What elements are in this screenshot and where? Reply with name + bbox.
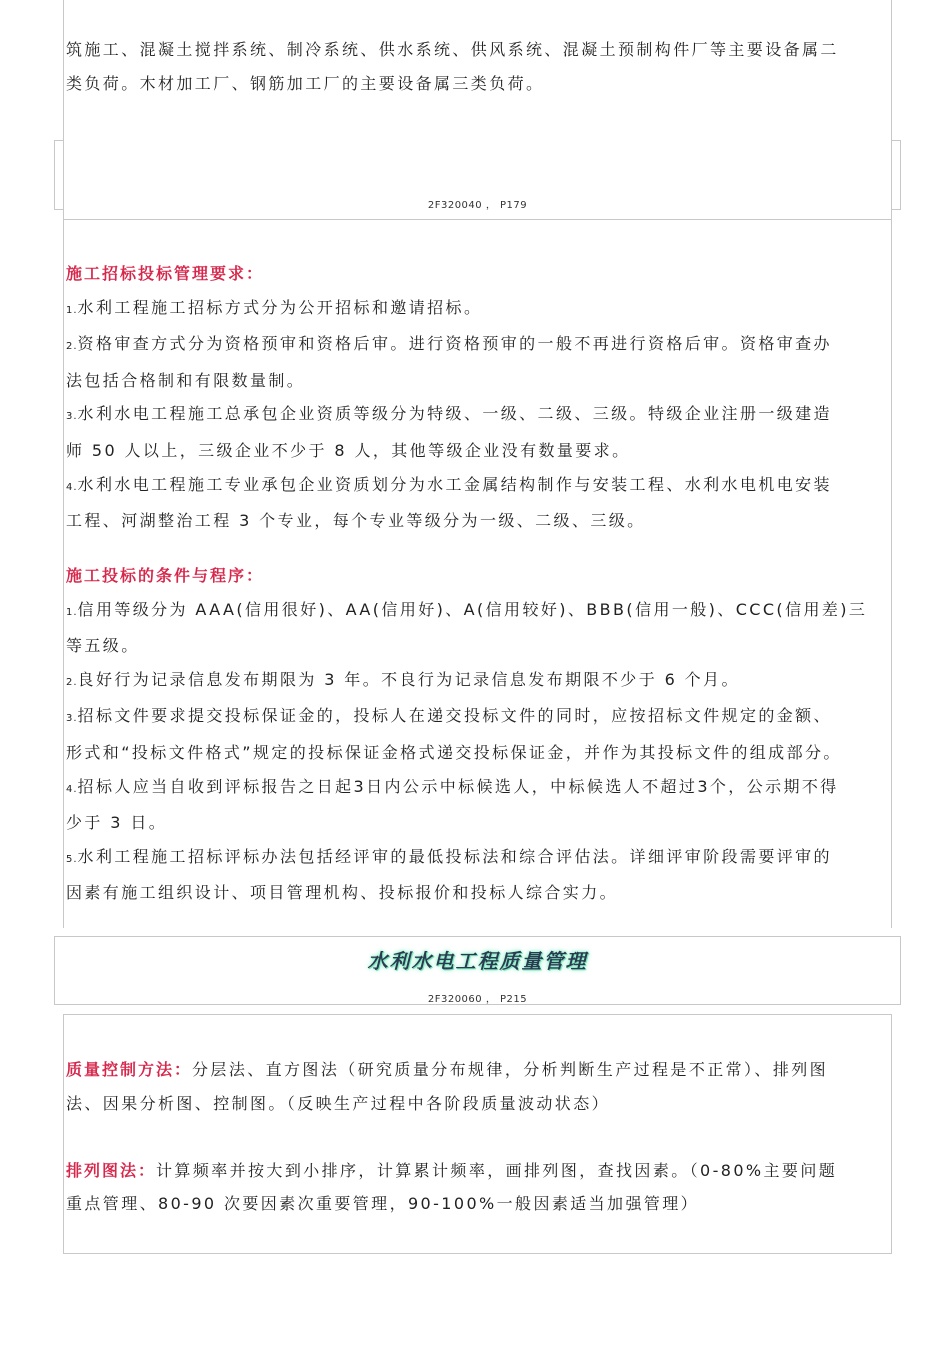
- list-item-line: [66, 434, 890, 468]
- list-item-text: 等五级。: [66, 636, 140, 656]
- list-item-line: [66, 468, 890, 505]
- list-item-number: 1.: [66, 304, 78, 316]
- pareto-heading: 排列图法：: [66, 1160, 157, 1180]
- list-item-text: 因素有施工组织设计、项目管理机构、投标报价和投标人综合实力。: [66, 883, 619, 903]
- list-item-line: [66, 397, 890, 434]
- list-item-line: [66, 364, 890, 398]
- bidding-conditions-section: [66, 559, 890, 910]
- section-header-box-2: [54, 936, 901, 1005]
- list-item-text: 法包括合格制和有限数量制。: [66, 370, 306, 390]
- list-item-number: 3.: [66, 713, 78, 725]
- pareto-text-line2: 重点管理、80-90 次要因素次重要管理，90-100%一般因素适当加强管理）: [66, 1194, 700, 1214]
- bidding-conditions-heading: 施工投标的条件与程序：: [66, 566, 265, 585]
- bidding-management-section: [66, 257, 890, 538]
- list-item-line: [66, 840, 890, 877]
- pareto-text-line1: 计算频率并按大到小排序，计算累计频率，画排列图，查找因素。（0-80%主要问题: [156, 1160, 838, 1180]
- list-item-text: 水利水电工程施工总承包企业资质等级分为特级、一级、二级、三级。特级企业注册一级建造: [77, 404, 832, 424]
- list-item-text: 水利工程施工招标方式分为公开招标和邀请招标。: [77, 297, 483, 317]
- section-code-1: 2F320040 ， P179: [427, 200, 528, 211]
- list-item-text: 招标人应当自收到评标报告之日起3日内公示中标候选人，中标候选人不超过3个，公示期不得: [77, 776, 839, 796]
- list-item-line: [66, 806, 890, 840]
- quality-method-heading: 质量控制方法：: [66, 1060, 193, 1079]
- list-item-number: 5.: [66, 853, 78, 865]
- top-text-line2: 类负荷。木材加工厂、钢筋加工厂的主要设备属三类负荷。: [66, 74, 545, 93]
- bidding-management-heading: 施工招标投标管理要求：: [66, 264, 265, 283]
- list-item-line: [66, 327, 890, 364]
- list-item-text: 水利水电工程施工专业承包企业资质划分为水工金属结构制作与安装工程、水利水电机电安装: [77, 474, 832, 494]
- top-text-line1: 筑施工、混凝土搅拌系统、制冷系统、供水系统、供风系统、混凝土预制构件厂等主要设备属二: [66, 40, 839, 59]
- quality-method-text-line2: 法、因果分析图、控制图。（反映生产过程中各阶段质量波动状态）: [66, 1093, 611, 1113]
- list-item-text: 师 50 人以上，三级企业不少于 8 人，其他等级企业没有数量要求。: [66, 440, 631, 460]
- list-item-number: 2.: [66, 341, 78, 353]
- list-item-text: 招标文件要求提交投标保证金的，投标人在递交投标文件的同时，应按招标文件规定的金额、: [77, 706, 832, 726]
- list-item-text: 资格审查方式分为资格预审和资格后审。进行资格预审的一般不再进行资格后审。资格审查办: [77, 334, 832, 354]
- list-item-text: 水利工程施工招标评标办法包括经评审的最低投标法和综合评估法。详细评审阶段需要评审的: [77, 846, 832, 866]
- section-code-2: 2F320060 ， P215: [427, 994, 528, 1005]
- list-item-text: 良好行为记录信息发布期限为 3 年。不良行为记录信息发布期限不少于 6 个月。: [77, 669, 740, 689]
- list-item-text: 工程、河湖整治工程 3 个专业，每个专业等级分为一级、二级、三级。: [66, 511, 646, 531]
- section-title-quality: 水利水电工程质量管理: [367, 949, 588, 973]
- list-item-line: [66, 736, 890, 770]
- list-item-text: 信用等级分为 AAA(信用很好)、AA(信用好)、A(信用较好)、BBB(信用一般)、CCC(信用差)三: [77, 599, 868, 619]
- quality-method-text-line1: 分层法、直方图法（研究质量分布规律，分析判断生产过程是不正常）、排列图: [192, 1060, 829, 1079]
- list-item-text: 形式和“投标文件格式”规定的投标保证金格式递交投标保证金，并作为其投标文件的组成部分。: [66, 742, 842, 762]
- list-item-line: [66, 504, 890, 538]
- section-header-inner-1: [63, 140, 892, 220]
- quality-section: [66, 1053, 890, 1221]
- bidding-management-list: [66, 291, 890, 538]
- list-item-line: [66, 663, 890, 700]
- list-item-number: 3.: [66, 411, 78, 423]
- list-item-number: 1.: [66, 606, 78, 618]
- list-item-line: [66, 876, 890, 910]
- list-item-number: 4.: [66, 783, 78, 795]
- list-item-number: 4.: [66, 481, 78, 493]
- list-item-line: [66, 629, 890, 663]
- list-item-line: [66, 291, 890, 328]
- bidding-conditions-list: [66, 593, 890, 910]
- list-item-line: [66, 699, 890, 736]
- list-item-line: [66, 770, 890, 807]
- list-item-number: 2.: [66, 676, 78, 688]
- list-item-text: 少于 3 日。: [66, 813, 168, 833]
- list-item-line: [66, 593, 890, 630]
